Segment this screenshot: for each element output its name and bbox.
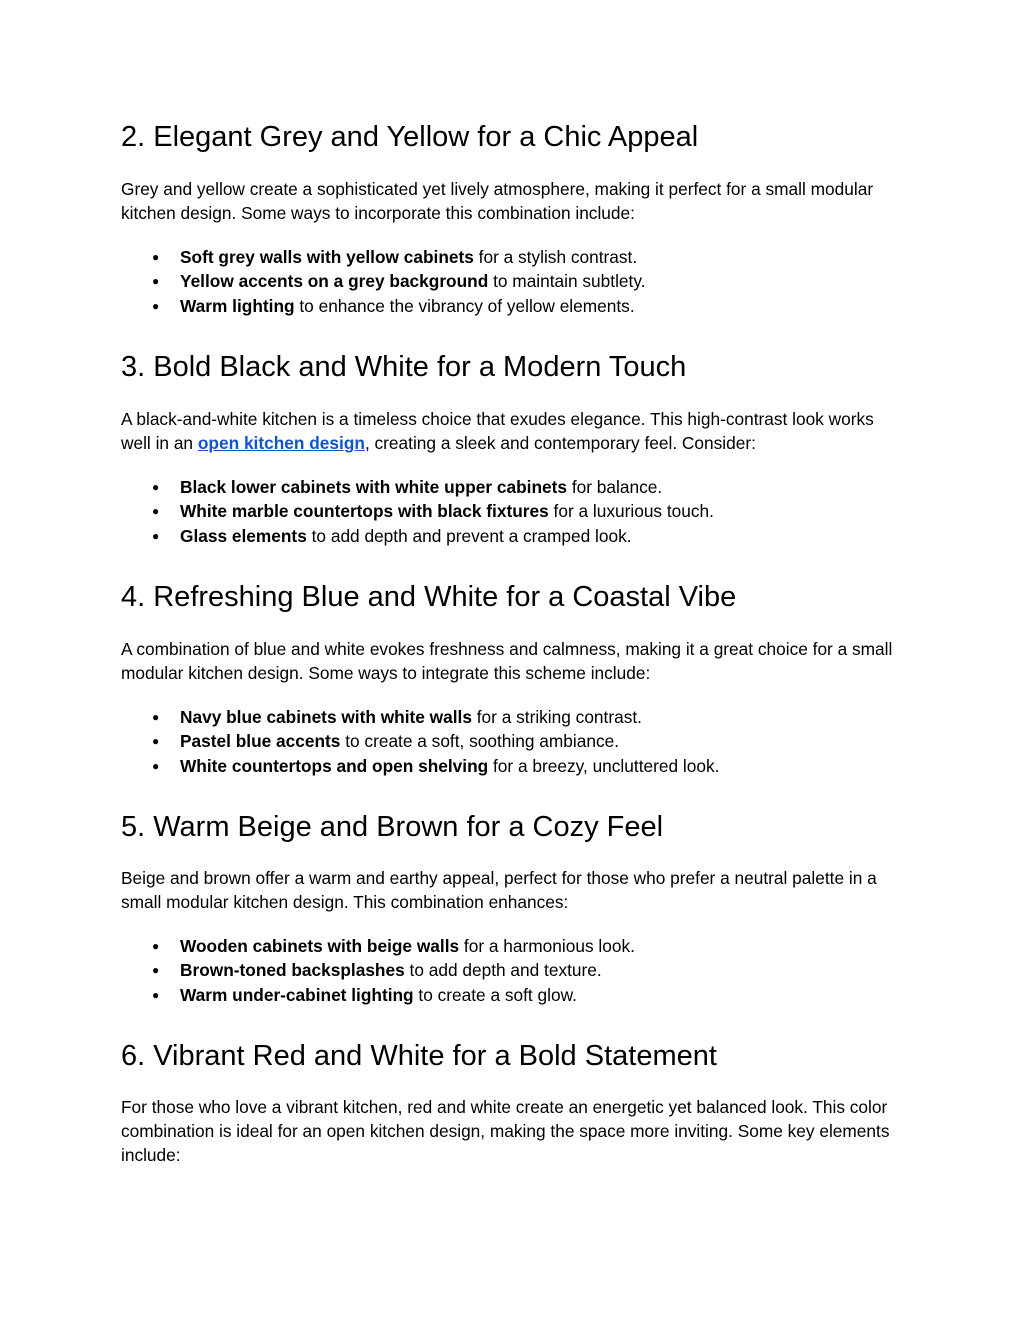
list-item-bold: Navy blue cabinets with white walls (180, 707, 472, 727)
bullet-list (121, 475, 714, 548)
list-item-text: for a harmonious look. (459, 936, 635, 956)
list-item (121, 499, 714, 523)
paragraph-text: , creating a sleek and contemporary feel. Consider: (364, 433, 756, 454)
bullet-list (121, 934, 635, 1007)
bullet-list (121, 705, 719, 778)
list-item-bold: Wooden cabinets with beige walls (180, 936, 460, 956)
bullet-icon: ● (152, 987, 160, 1002)
list-item-text: to create a soft glow. (413, 984, 577, 1005)
list-item-text: to create a soft, soothing ambiance. (340, 731, 620, 752)
bullet-icon: ● (152, 480, 160, 494)
list-item-text: for a breezy, uncluttered look. (488, 755, 720, 776)
list-item-bold: White marble countertops with black fixtures (180, 501, 549, 522)
list-item-bold: White countertops and open shelving (180, 755, 489, 776)
bullet-icon: ● (152, 758, 160, 773)
list-item (121, 294, 646, 318)
section-heading: 3. Bold Black and White for a Modern Touch (121, 351, 687, 383)
list-item (121, 524, 714, 548)
list-item (121, 754, 719, 778)
section-paragraph (121, 407, 901, 455)
section-paragraph (121, 177, 901, 225)
bullet-icon: ● (152, 734, 160, 749)
paragraph-text: A combination of blue and white evokes freshness and calmness, making it a great choice for a small modular kitchen design. Some ways to integrate this scheme include: (121, 639, 893, 684)
bullet-icon: ● (152, 710, 160, 724)
list-item-text: for a stylish contrast. (473, 247, 638, 267)
open-kitchen-design-link[interactable]: open kitchen design (197, 433, 365, 454)
section-paragraph (121, 637, 901, 685)
bullet-icon: ● (152, 963, 160, 978)
section-paragraph (121, 866, 901, 914)
list-item (121, 245, 646, 269)
paragraph-text: Beige and brown offer a warm and earthy appeal, perfect for those who prefer a neutral palette in a small modular kitchen design. This combination enhances: (121, 868, 877, 913)
list-item (121, 705, 719, 729)
list-item-bold: Soft grey walls with yellow cabinets (180, 247, 474, 267)
list-item-text: to add depth and texture. (404, 960, 602, 981)
section-heading: 4. Refreshing Blue and White for a Coastal Vibe (121, 581, 737, 613)
list-item (121, 983, 635, 1007)
list-item (121, 269, 646, 293)
bullet-icon: ● (152, 274, 160, 289)
list-item-text: for a luxurious touch. (548, 501, 714, 522)
list-item (121, 729, 719, 753)
list-item-bold: Yellow accents on a grey background (180, 271, 489, 292)
list-item-bold: Brown-toned backsplashes (180, 960, 405, 981)
section-heading: 5. Warm Beige and Brown for a Cozy Feel (121, 811, 664, 843)
section-paragraph (121, 1095, 901, 1168)
bullet-icon: ● (152, 939, 160, 953)
list-item-bold: Glass elements (180, 525, 307, 546)
paragraph-text: A black-and-white kitchen is a timeless choice that exudes elegance. This high-contrast look works well in an (121, 409, 874, 454)
bullet-icon: ● (152, 528, 160, 543)
bullet-icon: ● (152, 504, 160, 519)
list-item (121, 958, 635, 982)
list-item-bold: Warm lighting (180, 295, 295, 316)
list-item-bold: Black lower cabinets with white upper cabinets (180, 477, 568, 497)
section-heading: 6. Vibrant Red and White for a Bold Statement (121, 1040, 717, 1072)
paragraph-text: Grey and yellow create a sophisticated yet lively atmosphere, making it perfect for a small modular kitchen design. Some ways to incorporate this combination include: (121, 179, 874, 224)
bullet-icon: ● (152, 298, 160, 313)
list-item (121, 475, 714, 499)
list-item-bold: Warm under-cabinet lighting (180, 984, 414, 1005)
list-item-text: to add depth and prevent a cramped look. (306, 525, 632, 546)
list-item-text: to maintain subtlety. (488, 271, 646, 292)
list-item (121, 934, 635, 958)
list-item-text: for balance. (567, 477, 663, 497)
paragraph-text: For those who love a vibrant kitchen, red and white create an energetic yet balanced look. This color combination is ideal for an open kitchen design, making the space more inviting. Some key elements include: (121, 1097, 890, 1166)
section-heading: 2. Elegant Grey and Yellow for a Chic Appeal (121, 121, 699, 153)
bullet-list (121, 245, 646, 318)
list-item-text: to enhance the vibrancy of yellow elements. (294, 295, 635, 316)
bullet-icon: ● (152, 250, 160, 264)
list-item-text: for a striking contrast. (471, 707, 642, 727)
list-item-bold: Pastel blue accents (180, 731, 341, 752)
